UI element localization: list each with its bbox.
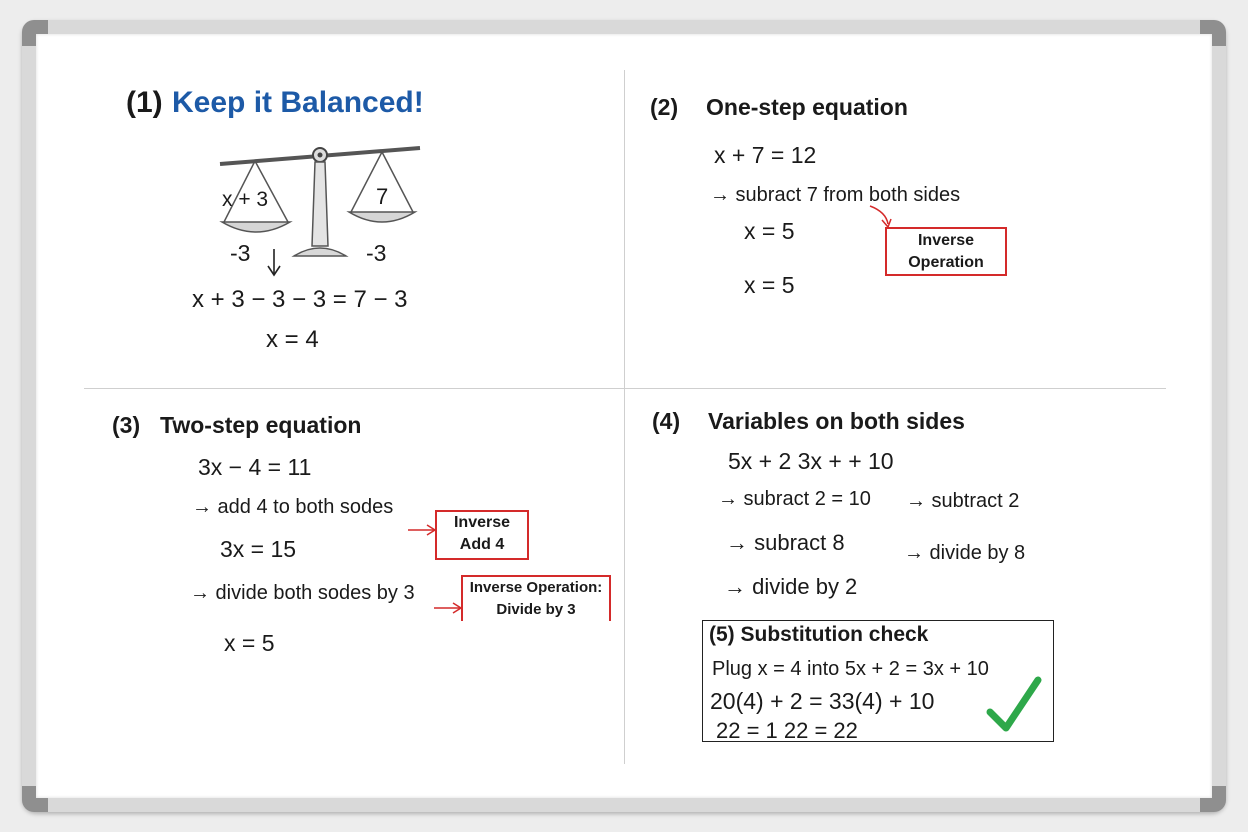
whiteboard-frame (22, 20, 1226, 812)
section2-number: (2) (650, 94, 679, 120)
section3-result: x = 5 (224, 630, 275, 656)
section4-title: Variables on both sides (708, 408, 965, 434)
note-line: Add 4 (459, 536, 505, 553)
section5-line-1: Plug x = 4 into 5x + 2 = 3x + 10 (712, 658, 989, 680)
whiteboard-surface (36, 34, 1212, 798)
section3-mid: 3x = 15 (220, 536, 297, 562)
section1-number: (1) (126, 86, 163, 119)
section5-line-3: 22 = 1 22 = 22 (716, 718, 858, 743)
section5-title: (5) Substitution check (709, 623, 929, 646)
section4-step-2b: → divide by 8 (904, 542, 1026, 564)
section3-equation: 3x − 4 = 11 (198, 454, 312, 480)
section2-step: → subract 7 from both sides (710, 184, 961, 206)
note-line: Operation (908, 254, 984, 271)
right-minus-label: -3 (366, 240, 387, 266)
section4-step-1: → subract 2 = 10 (718, 488, 871, 510)
annotation-arrows (36, 34, 1212, 798)
section3-step-2: → divide both sodes by 3 (190, 582, 415, 604)
section3-title: Two-step equation (160, 412, 362, 438)
section4-number: (4) (652, 408, 681, 434)
left-minus-label: -3 (230, 240, 251, 266)
section2-equation: x + 7 = 12 (714, 142, 817, 168)
section2-title: One-step equation (706, 94, 908, 120)
section3-step-1: → add 4 to both sodes (192, 496, 394, 518)
section1-equation: x + 3 − 3 − 3 = 7 − 3 (192, 286, 408, 313)
section5-line-2: 20(4) + 2 = 33(4) + 10 (710, 688, 935, 714)
note-line: Inverse Operation: (469, 579, 603, 596)
section2-result-1: x = 5 (744, 218, 795, 244)
section1-result: x = 4 (266, 326, 319, 353)
section4-step-3: → divide by 2 (724, 574, 858, 599)
note-line: Inverse (453, 514, 511, 531)
right-pan-label: 7 (376, 184, 389, 209)
section1-title: Keep it Balanced! (172, 86, 424, 119)
section4-equation: 5x + 2 3x + + 10 (728, 448, 894, 474)
note-line: Inverse (917, 232, 975, 249)
section4-step-1b: → subtract 2 (906, 490, 1020, 512)
section2-result-2: x = 5 (744, 272, 795, 298)
section4-step-2: → subract 8 (726, 530, 845, 555)
left-pan-label: x + 3 (222, 188, 269, 211)
note-line: Divide by 3 (496, 601, 576, 618)
section3-number: (3) (112, 412, 141, 438)
checkmark-icon (990, 680, 1038, 728)
